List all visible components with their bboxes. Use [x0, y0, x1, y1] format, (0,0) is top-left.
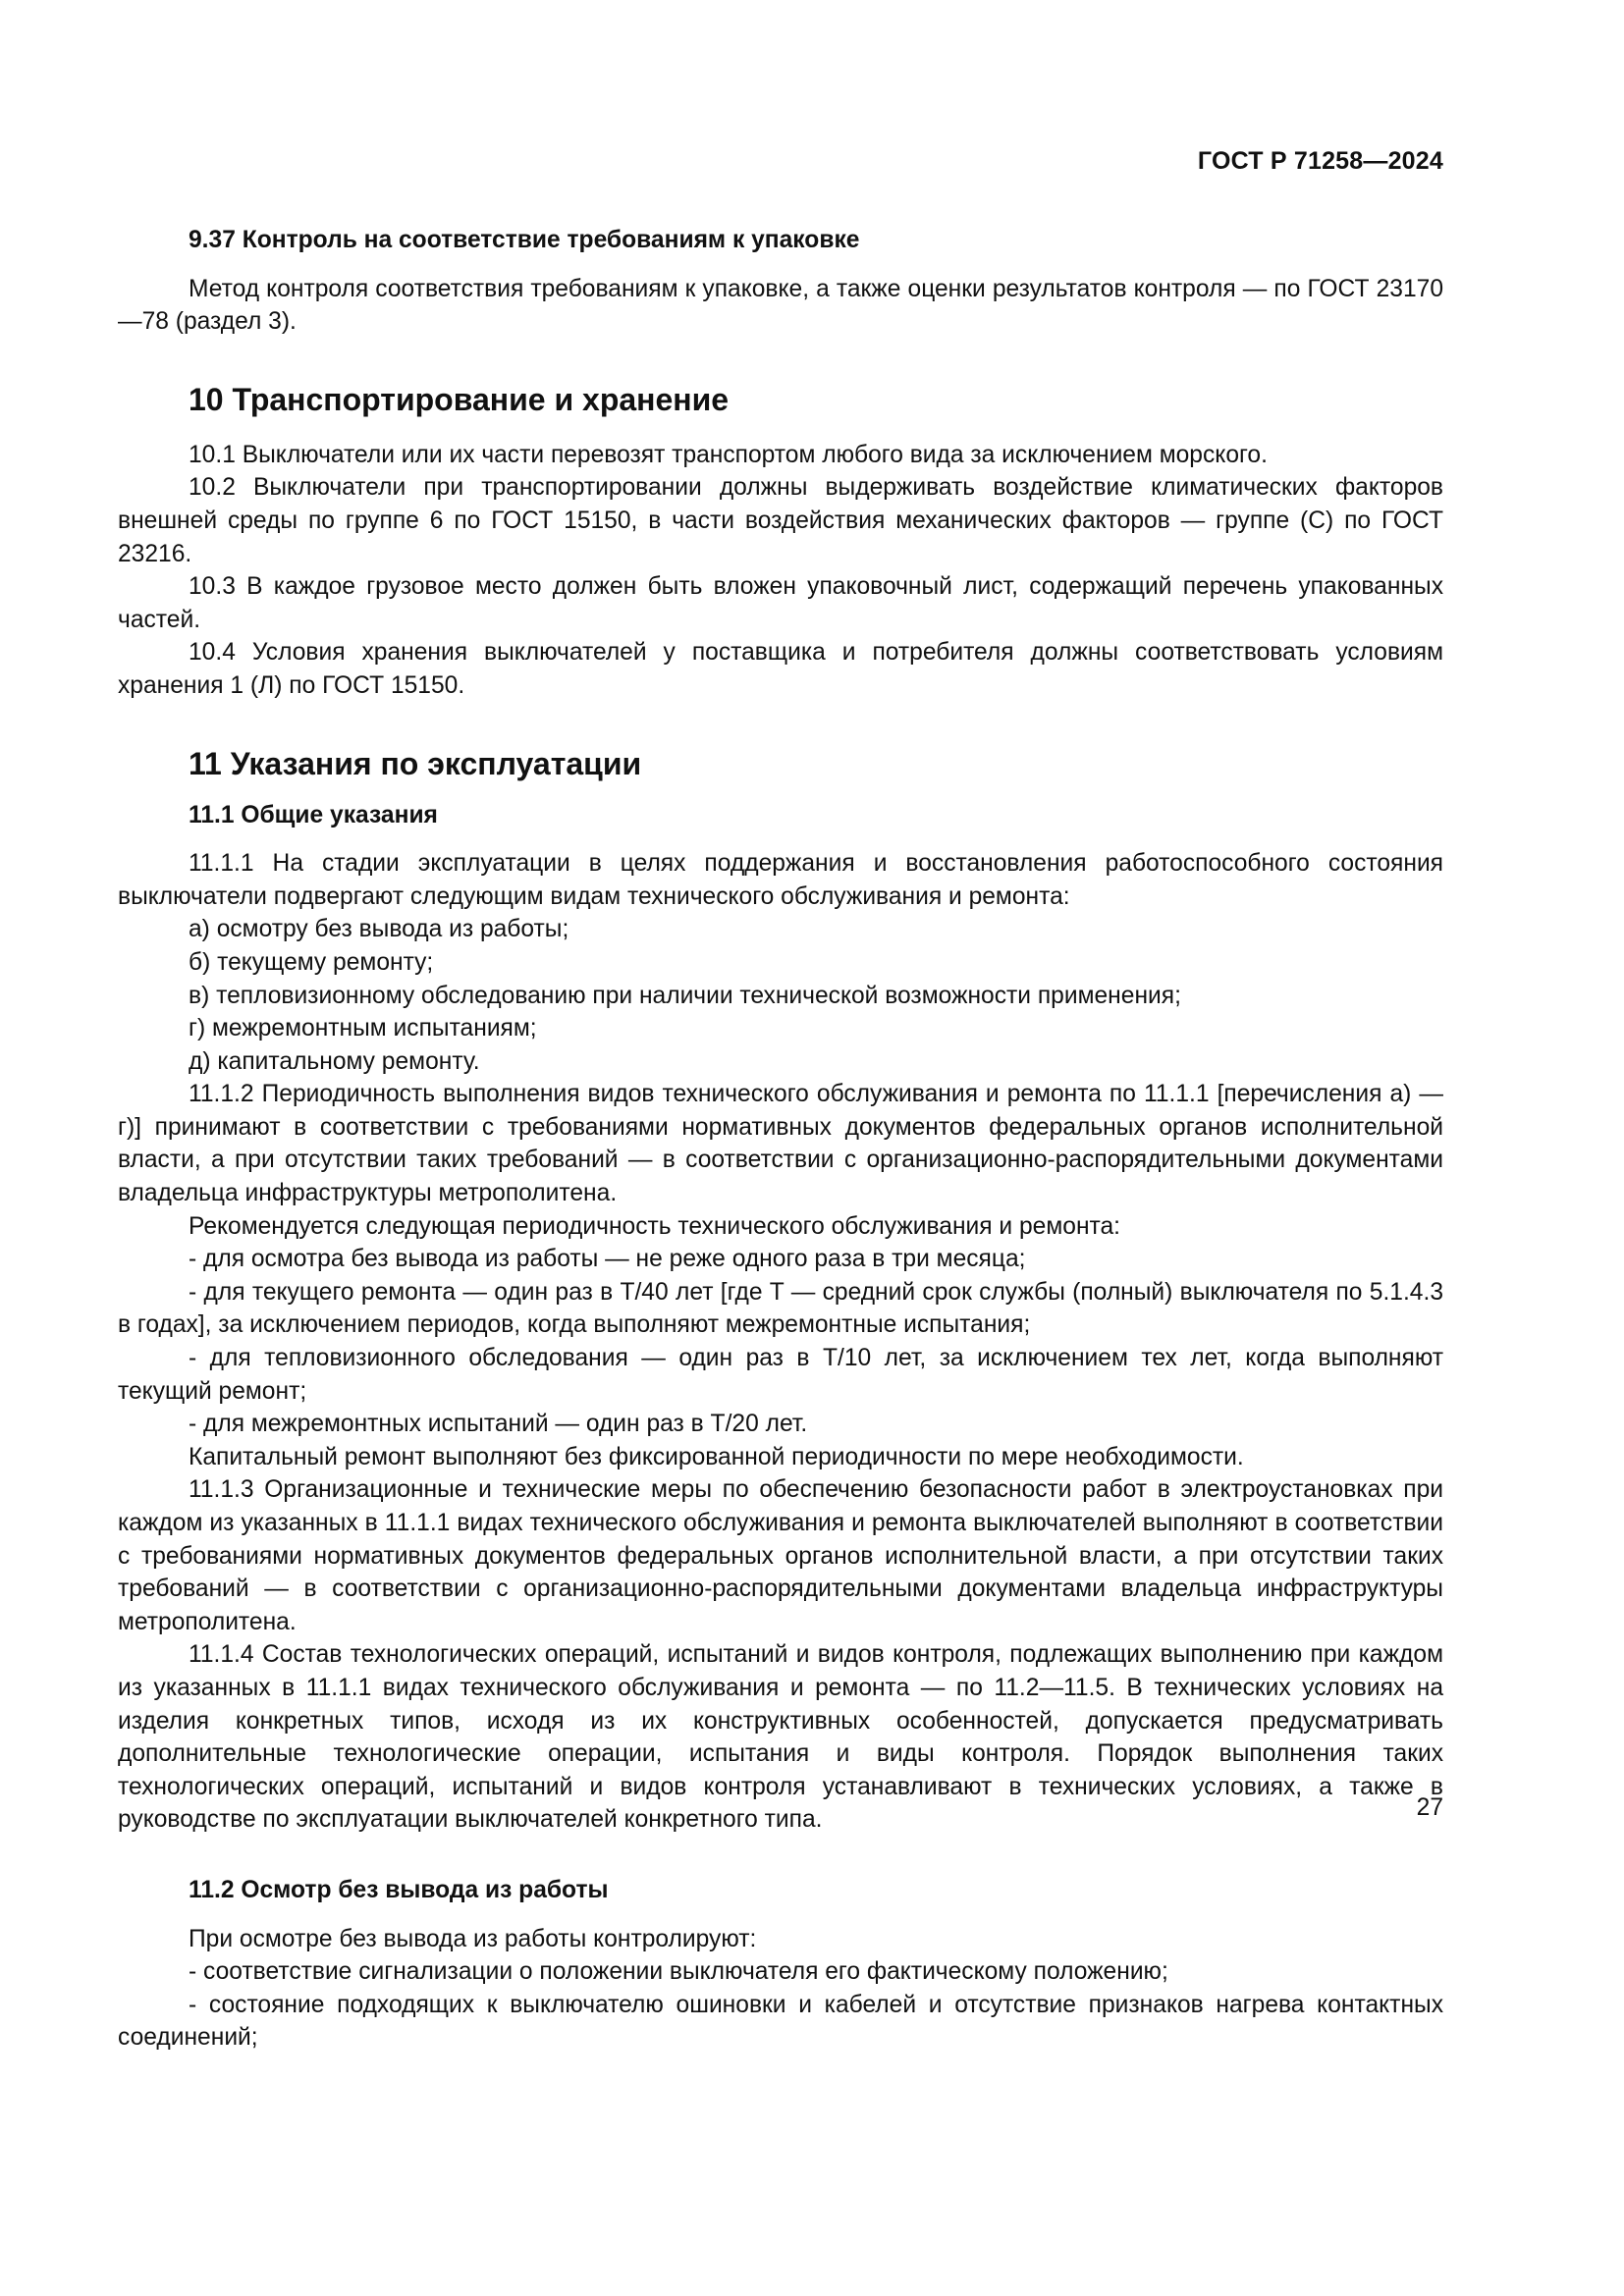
- section-10-heading: 10 Транспортирование и хранение: [189, 381, 730, 417]
- list-item: а) осмотру без вывода из работы;: [189, 916, 569, 943]
- recommendation-intro: Рекомендуется следующая периодичность технического обслуживания и ремонта:: [189, 1212, 1121, 1240]
- dash-item: - для осмотра без вывода из работы — не реже одного раза в три месяца;: [189, 1246, 1026, 1273]
- page-content: [118, 224, 1443, 2055]
- section-11-heading: 11 Указания по эксплуатации: [189, 745, 642, 781]
- clause-11-1-1: 11.1.1 На стадии эксплуатации в целях поддержания и восстановления работоспособного состояния выключатели подвергают следующим видам технического обслуживания и ремонта:: [118, 850, 1443, 910]
- clause-10-4: 10.4 Условия хранения выключателей у поставщика и потребителя должны соответствовать условиям хранения 1 (Л) по ГОСТ 15150.: [118, 639, 1443, 699]
- inspection-intro: При осмотре без вывода из работы контролируют:: [189, 1925, 757, 1952]
- page-number: 27: [1416, 1794, 1443, 1821]
- dash-item: - для текущего ремонта — один раз в T/40 лет [где T — средний срок службы (полный) выключателя по 5.1.4.3 в годах], за исключением периодов, когда выполняют межремонтные испытания;: [118, 1278, 1443, 1339]
- clause-10-2: 10.2 Выключатели при транспортировании должны выдерживать воздействие климатических факторов внешней среды по группе 6 по ГОСТ 15150, в части воздействия механических факторов — группе (С) по ГОСТ 23216.: [118, 474, 1443, 567]
- dash-item: - для тепловизионного обследования — один раз в T/10 лет, за исключением тех лет, когда выполняют текущий ремонт;: [118, 1345, 1443, 1405]
- section-9-37-paragraph: Метод контроля соответствия требованиям к упаковке, а также оценки результатов контроля — по ГОСТ 23170—78 (раздел 3).: [118, 275, 1443, 336]
- document-code: ГОСТ Р 71258—2024: [1197, 147, 1443, 175]
- list-item: б) текущему ремонту;: [189, 948, 434, 976]
- section-9-37-heading: 9.37 Контроль на соответствие требованиям к упаковке: [189, 227, 860, 253]
- section-11-2-heading: 11.2 Осмотр без вывода из работы: [189, 1876, 609, 1903]
- clause-10-3: 10.3 В каждое грузовое место должен быть вложен упаковочный лист, содержащий перечень упакованных частей.: [118, 573, 1443, 633]
- list-item: д) капитальному ремонту.: [189, 1047, 480, 1075]
- list-item: в) тепловизионному обследованию при наличии технической возможности применения;: [189, 982, 1181, 1009]
- overhaul-note: Капитальный ремонт выполняют без фиксированной периодичности по мере необходимости.: [189, 1443, 1244, 1470]
- list-item: г) межремонтным испытаниям;: [189, 1015, 537, 1042]
- dash-item: - соответствие сигнализации о положении выключателя его фактическому положению;: [189, 1958, 1168, 1986]
- dash-item: - состояние подходящих к выключателю ошиновки и кабелей и отсутствие признаков нагрева контактных соединений;: [118, 1991, 1443, 2052]
- clause-11-1-4: 11.1.4 Состав технологических операций, испытаний и видов контроля, подлежащих выполнению при каждом из указанных в 11.1.1 видах технического обслуживания и ремонта — по 11.2—11.5. В технических условиях на изделия конкретных типов, исходя из их конструктивных особенностей, допускается предусматривать дополнительные технологические операции, испытания и виды контроля. Порядок выполнения таких технологических операций, испытаний и видов контроля устанавливают в технических условиях, а также в руководстве по эксплуатации выключателей конкретного типа.: [118, 1641, 1443, 1834]
- clause-10-1: 10.1 Выключатели или их части перевозят транспортом любого вида за исключением морского.: [189, 441, 1268, 468]
- clause-11-1-3: 11.1.3 Организационные и технические меры по обеспечению безопасности работ в электроустановках при каждом из указанных в 11.1.1 видах технического обслуживания и ремонта выключателей выполняют в соответствии с требованиями нормативных документов федеральных органов исполнительной власти, а при отсутствии таких требований — в соответствии с организационно-распорядительными документами владельца инфраструктуры метрополитена.: [118, 1476, 1443, 1635]
- dash-item: - для межремонтных испытаний — один раз в T/20 лет.: [189, 1411, 808, 1438]
- clause-11-1-2: 11.1.2 Периодичность выполнения видов технического обслуживания и ремонта по 11.1.1 [перечисления а) — г)] принимают в соответствии с требованиями нормативных документов федеральных органов исполнительной власти, а при отсутствии таких требований — в соответствии с организационно-распорядительными документами владельца инфраструктуры метрополитена.: [118, 1081, 1443, 1207]
- section-11-1-heading: 11.1 Общие указания: [189, 801, 438, 828]
